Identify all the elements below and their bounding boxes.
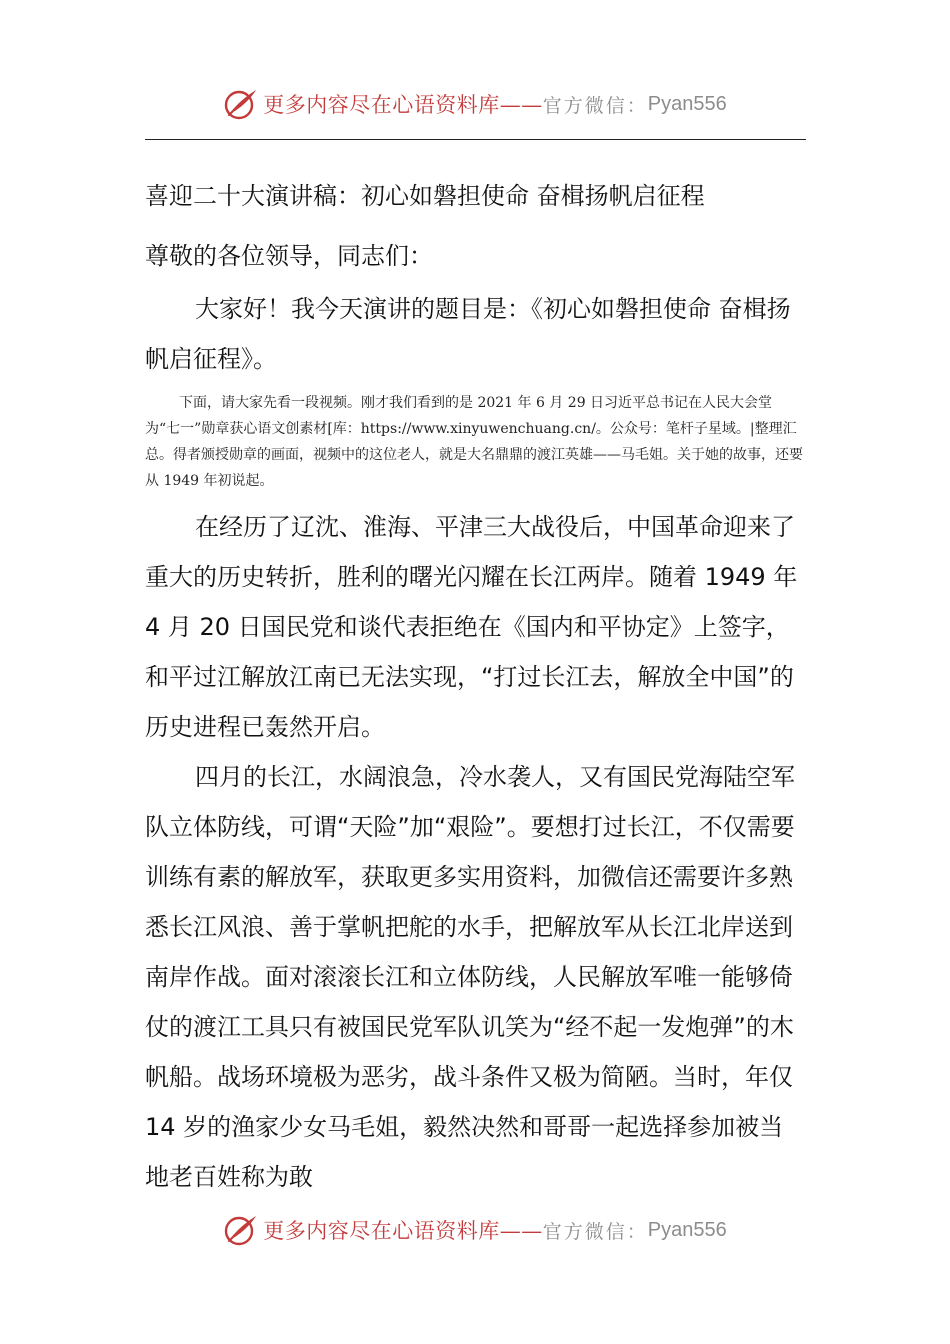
footer-banner: [0, 1208, 950, 1252]
salutation: 尊敬的各位领导，同志们：: [145, 242, 433, 270]
inserted-note-paragraph: 下面，请大家先看一段视频。刚才我们看到的是 2021 年 6 月 29 日习近平总书记在人民大会堂为“七一”勋章获心语文创素材[库：https://www.xinyuwenchuang.cn/。公众号：笔杆子星域。|整理汇总。得者颁授勋章的画面，视频中的这位老人，就是大名鼎鼎的渡江英雄——马毛姐。关于她的故事，还要从 1949 年初说起。: [145, 395, 803, 489]
header-promo-text: 更多内容尽在心语资料库——: [263, 93, 543, 117]
quill-logo-icon: [223, 86, 259, 122]
document-title: 喜迎二十大演讲稿：初心如磐担使命 奋楫扬帆启征程: [145, 182, 705, 210]
header-divider: [145, 139, 806, 140]
footer-wechat-label: 官方微信：: [542, 1220, 648, 1243]
header-banner: [0, 82, 950, 126]
body-paragraph-2: 四月的长江，水阔浪急，冷水袭人，又有国民党海陆空军队立体防线，可谓“天险”加“艰险”。要想打过长江，不仅需要训练有素的解放军，获取更多实用资料，加微信还需要许多熟悉长江风浪、善于掌帆把舵的水手，把解放军从长江北岸送到南岸作战。面对滚滚长江和立体防线，人民解放军唯一能够倚仗的渡江工具只有被国民党军队讥笑为“经不起一发炮弹”的木帆船。战场环境极为恶劣，战斗条件又极为简陋。当时，年仅 14 岁的渔家少女马毛姐，毅然决然和哥哥一起选择参加被当地老百姓称为敢: [145, 763, 795, 1191]
footer-wechat-id: Pyan556: [647, 1218, 727, 1241]
header-wechat-label: 官方微信：: [542, 94, 648, 117]
footer-promo-text: 更多内容尽在心语资料库——: [263, 1219, 543, 1243]
document-body: [145, 172, 805, 1202]
body-paragraph-1: 在经历了辽沈、淮海、平津三大战役后，中国革命迎来了重大的历史转折，胜利的曙光闪耀在长江两岸。随着 1949 年 4 月 20 日国民党和谈代表拒绝在《国内和平协定》上签字，和平过江解放江南已无法实现，“打过长江去，解放全中国”的历史进程已轰然开启。: [145, 513, 798, 741]
header-wechat-id: Pyan556: [647, 92, 727, 115]
intro-paragraph: 大家好！我今天演讲的题目是：《初心如磐担使命 奋楫扬帆启征程》。: [145, 295, 791, 373]
quill-logo-icon: [223, 1212, 259, 1248]
